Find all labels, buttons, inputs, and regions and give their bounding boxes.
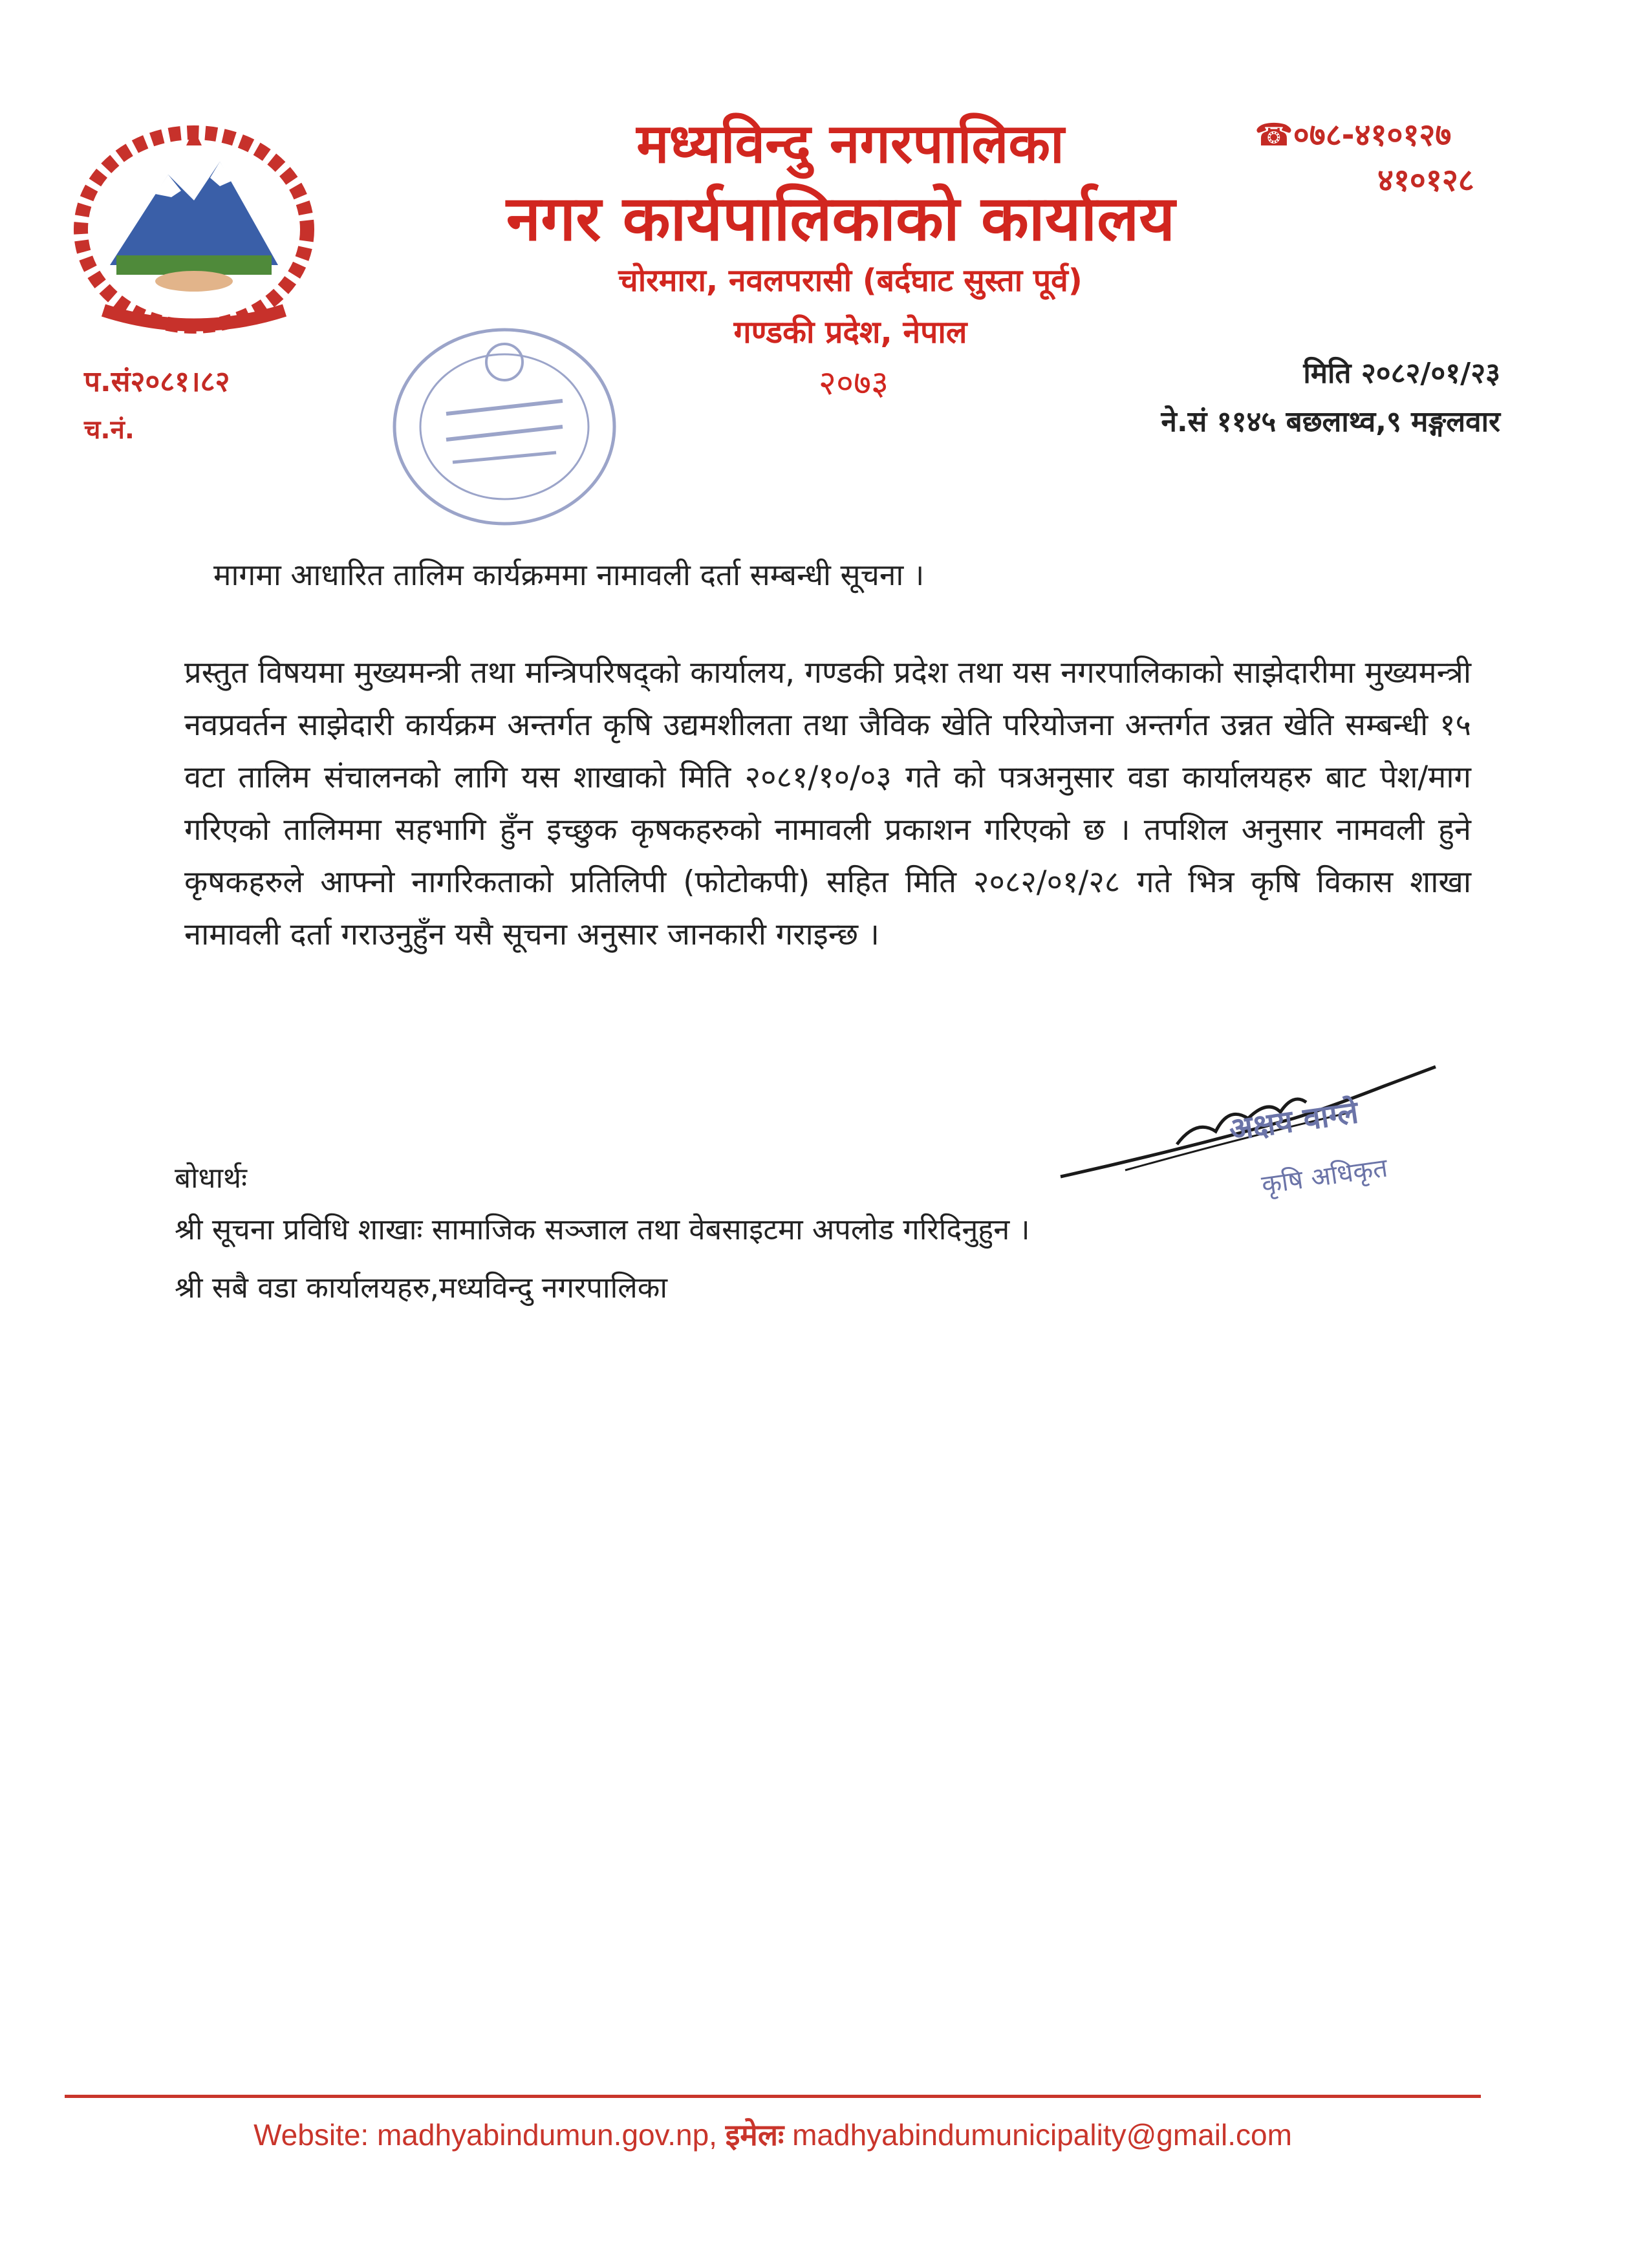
footer-contact	[65, 2114, 1481, 2154]
government-emblem-logo	[65, 116, 323, 336]
website-link[interactable]: madhyabindumun.gov.np,	[376, 2118, 717, 2152]
chalani-number: च.नं.	[84, 415, 135, 445]
cc-recipient-2: श्री सबै वडा कार्यालयहरु,मध्यविन्दु नगरपालिका	[175, 1270, 668, 1305]
letter-date: मिति २०८२/०१/२३	[1303, 357, 1500, 390]
phone-number-2: ४१०१२८	[1377, 162, 1474, 198]
office-seal-stamp	[375, 317, 634, 537]
address-line-2: गण्डकी प्रदेश, नेपाल	[733, 314, 967, 350]
signatory-name: अक्षय वाग्ले	[1227, 1094, 1361, 1148]
email-label: इमेलः	[725, 2118, 784, 2152]
cc-heading: बोधार्थः	[175, 1162, 247, 1195]
established-year: २०७३	[818, 364, 889, 403]
email-link[interactable]: madhyabindumunicipality@gmail.com	[792, 2118, 1292, 2152]
nepal-sambat-date: ने.सं ११४५ बछलाथ्व,९ मङ्गलवार	[1161, 405, 1500, 438]
footer-divider	[65, 2095, 1481, 2098]
cc-recipient-1: श्री सूचना प्रविधि शाखाः सामाजिक सञ्जाल तथा वेबसाइटमा अपलोड गरिदिनुहुन ।	[175, 1212, 1030, 1246]
notice-body-paragraph: प्रस्तुत विषयमा मुख्यमन्त्री तथा मन्त्रिपरिषद्को कार्यालय, गण्डकी प्रदेश तथा यस नगरपालिकाको साझेदारीमा मुख्यमन्त्री नवप्रवर्तन साझेदारी कार्यक्रम अन्तर्गत कृषि उद्यमशीलता तथा जैविक खेति परियोजना अन्तर्गत उन्नत खेति सम्बन्धी १५ वटा तालिम संचालनको लागि यस शाखाको मिति २०८१/१०/०३ गते को पत्रअनुसार वडा कार्यालयहरु बाट पेश/माग गरिएको तालिममा सहभागि हुँन इच्छुक कृषकहरुको नामावली प्रकाशन गरिएको छ । तपशिल अनुसार नामवली हुने कृषकहरुले आफ्नो नागरिकताको प्रतिलिपी (फोटोकपी) सहित मिति २०८२/०१/२८ गते भित्र कृषि विकास शाखा नामावली दर्ता गराउनुहुँन यसै सूचना अनुसार जानकारी गराइन्छ ।	[184, 655, 1471, 952]
municipality-name: मध्यविन्दु नगरपालिका	[636, 112, 1064, 175]
website-label: Website:	[253, 2118, 369, 2152]
phone-number-1: ☎०७८-४१०१२७	[1255, 117, 1452, 153]
office-name: नगर कार्यपालिकाको कार्यालय	[506, 182, 1176, 255]
signatory-designation: कृषि अधिकृत	[1260, 1153, 1390, 1201]
notice-subject: मागमा आधारित तालिम कार्यक्रममा नामावली दर्ता सम्बन्धी सूचना ।	[213, 557, 925, 592]
reference-number: प.सं२०८१।८२	[84, 365, 230, 398]
address-line-1: चोरमारा, नवलपरासी (बर्दघाट सुस्ता पूर्व)	[618, 262, 1083, 299]
